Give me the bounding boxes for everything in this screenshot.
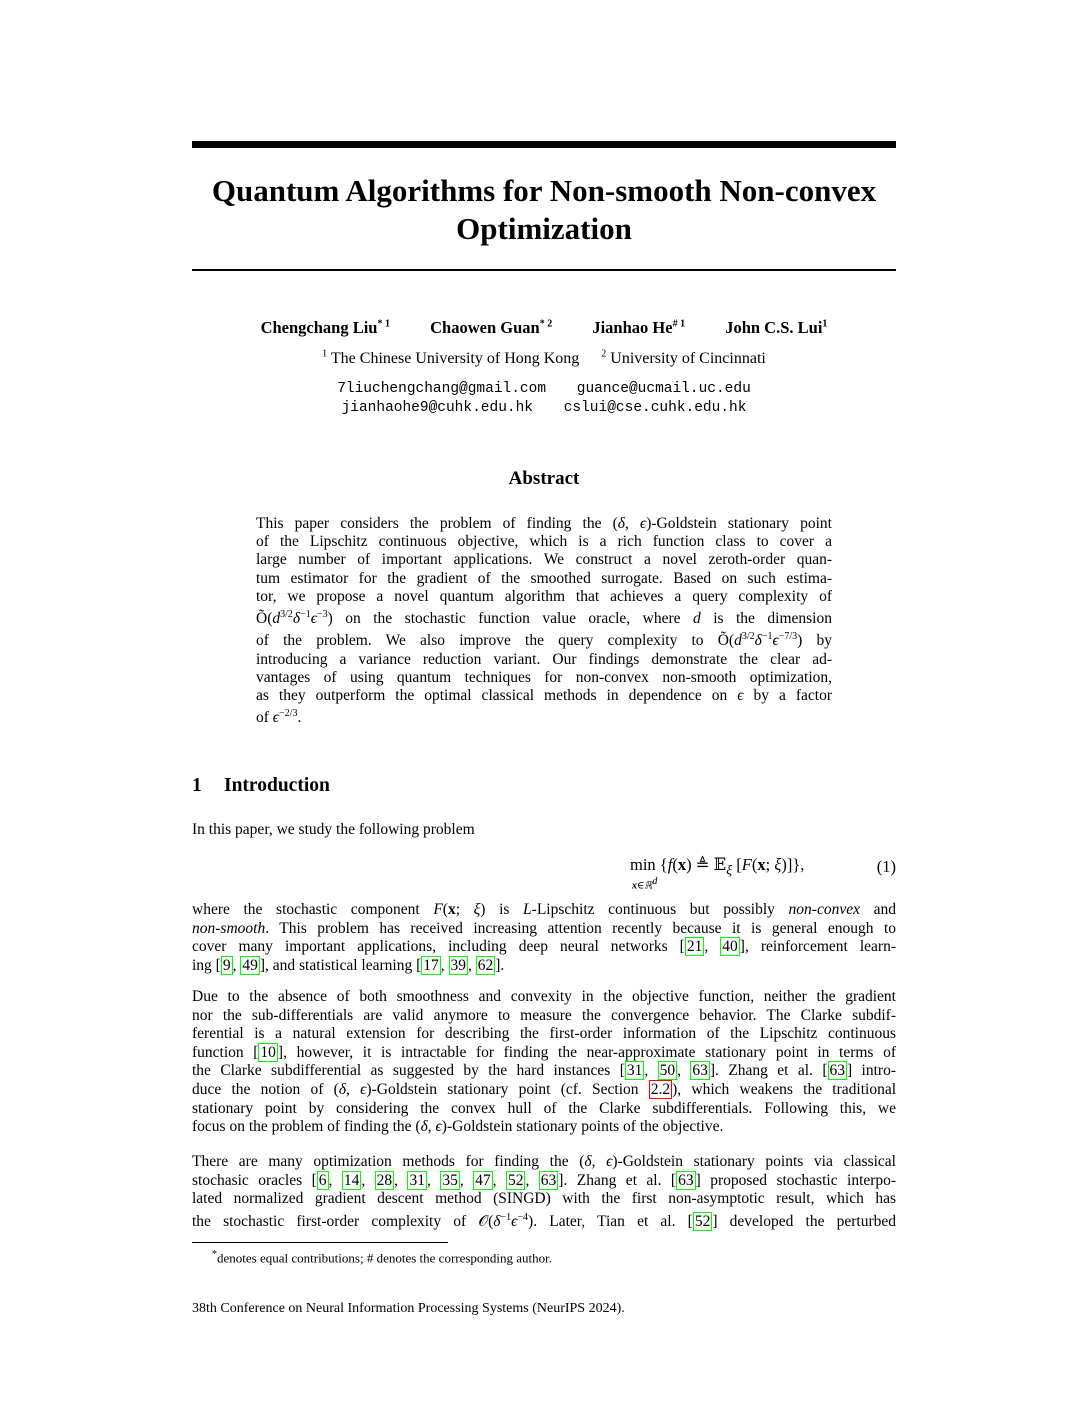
author: John C.S. Lui$^1$ xyxy=(725,318,828,337)
title-line-2: Optimization xyxy=(456,211,632,246)
email: guance@ucmail.uc.edu xyxy=(576,381,751,397)
email: cslui@cse.cuhk.edu.hk xyxy=(563,400,747,416)
affiliations xyxy=(192,349,896,368)
author: Chaowen Guan$^{* 2}$ xyxy=(430,318,553,337)
affiliation: $^2$ University of Cincinnati xyxy=(601,349,766,368)
intro-paragraph-1: where the stochastic component F(x; ξ) is L-Lipschitz continuous but possibly non-convex and non-smooth. This problem has received increasing attention recently because it is general enough to cover many important applications, including deep neural networks [ 21 , 40 ], reinforcement learn- ing [ 9 , 49 ], and statistical learning [ 17 , 39 , 62 ]. xyxy=(192,901,897,974)
intro-lead: In this paper, we study the following problem xyxy=(192,821,475,838)
email: jianhaohe9@cuhk.edu.hk xyxy=(341,400,533,416)
section-heading: 1 Introduction xyxy=(192,775,330,796)
intro-paragraph-2: Due to the absence of both smoothness and convexity in the objective function, neither the gradient nor the sub-differentials are valid anymore to measure the convergence behavior. The Clarke subdif- ferential is a natural extension for describing the first-order information of the Lipschitz continuous function [ 10 ], however, it is intractable for finding the near-approximate stationary point in terms of the Clarke subdifferential as suggested by the hard instances [ 31 , 50 , 63 ]. Zhang et al. [ 63 ] intro- duce the notion of (δ, ϵ)-Goldstein stationary point (cf. Section 2.2 ), which weakens the traditional stationary point by considering the convex hull of the Clarke subdifferentials. Following this, we focus on the problem of finding the (δ, ϵ)-Goldstein stationary points of the objective. xyxy=(192,988,897,1136)
abstract-body: This paper considers the problem of finding the (δ, ϵ)-Goldstein stationary point of the Lipschitz continuous objective, which is a rich function class to cover a large number of important applications. We construct a novel zeroth-order quan- tum estimator for the gradient of the smoothed surrogate. Based on such estima- tor, we propose a novel quantum algorithm that achieves a query complexity of $Õ(d^{3/2}\delta^{-1}\epsilon^{-3})$ on the stochastic function value oracle, where d is the dimension of the problem. We also improve the query complexity to $Õ(d^{3/2}\delta^{-1}\epsilon^{-7/3})$ by introducing a variance reduction variant. Our findings demonstrate the clear ad- vantages of using quantum techniques for non-convex non-smooth optimization, as they outperform the optimal classical methods in dependence on ϵ by a factor of $\epsilon^{-2/3}$. xyxy=(256,515,832,727)
author-list xyxy=(192,318,896,338)
equation-number: (1) xyxy=(876,857,896,876)
abstract-heading: Abstract xyxy=(508,468,580,489)
title-line-1: Quantum Algorithms for Non-smooth Non-convex xyxy=(211,173,877,208)
top-thick-rule xyxy=(192,141,896,148)
affiliation: $^1$ The Chinese University of Hong Kong xyxy=(322,349,580,368)
paper-title xyxy=(192,172,896,248)
email: 7liuchengchang@gmail.com xyxy=(337,381,547,397)
equation-subscript: x∈ℝ$^d$ xyxy=(632,876,658,892)
email-row-2 xyxy=(192,400,896,416)
author: Jianhao He$^{\# 1}$ xyxy=(592,318,686,337)
footnote: *denotes equal contributions; # denotes the corresponding author. xyxy=(212,1249,553,1266)
conference-note: 38th Conference on Neural Information Processing Systems (NeurIPS 2024). xyxy=(192,1301,625,1316)
title-bottom-rule xyxy=(192,269,896,271)
email-row-1 xyxy=(192,381,896,397)
author: Chengchang Liu$^{* 1}$ xyxy=(260,318,390,337)
footnote-rule xyxy=(192,1242,448,1243)
equation-1 xyxy=(192,853,896,892)
equation-expression: min {f(x) ≜ 𝔼$_\xi$ [F(x; ξ)]}, xyxy=(630,855,805,878)
intro-paragraph-3: There are many optimization methods for finding the (δ, ϵ)-Goldstein stationary points via classical stochasic oracles [ 6 , 14 , 28 , 31 , 35 , 47 , 52 , 63 ]. Zhang et al. [ 63 ] proposed stochastic interpo- lated normalized gradient descent method (SINGD) with the first non-asymptotic result, which has the stochastic first-order complexity of $𝒪(\delta^{-1}\epsilon^{-4})$. Later, Tian et al. [ 52 ] developed the perturbed xyxy=(192,1153,897,1230)
